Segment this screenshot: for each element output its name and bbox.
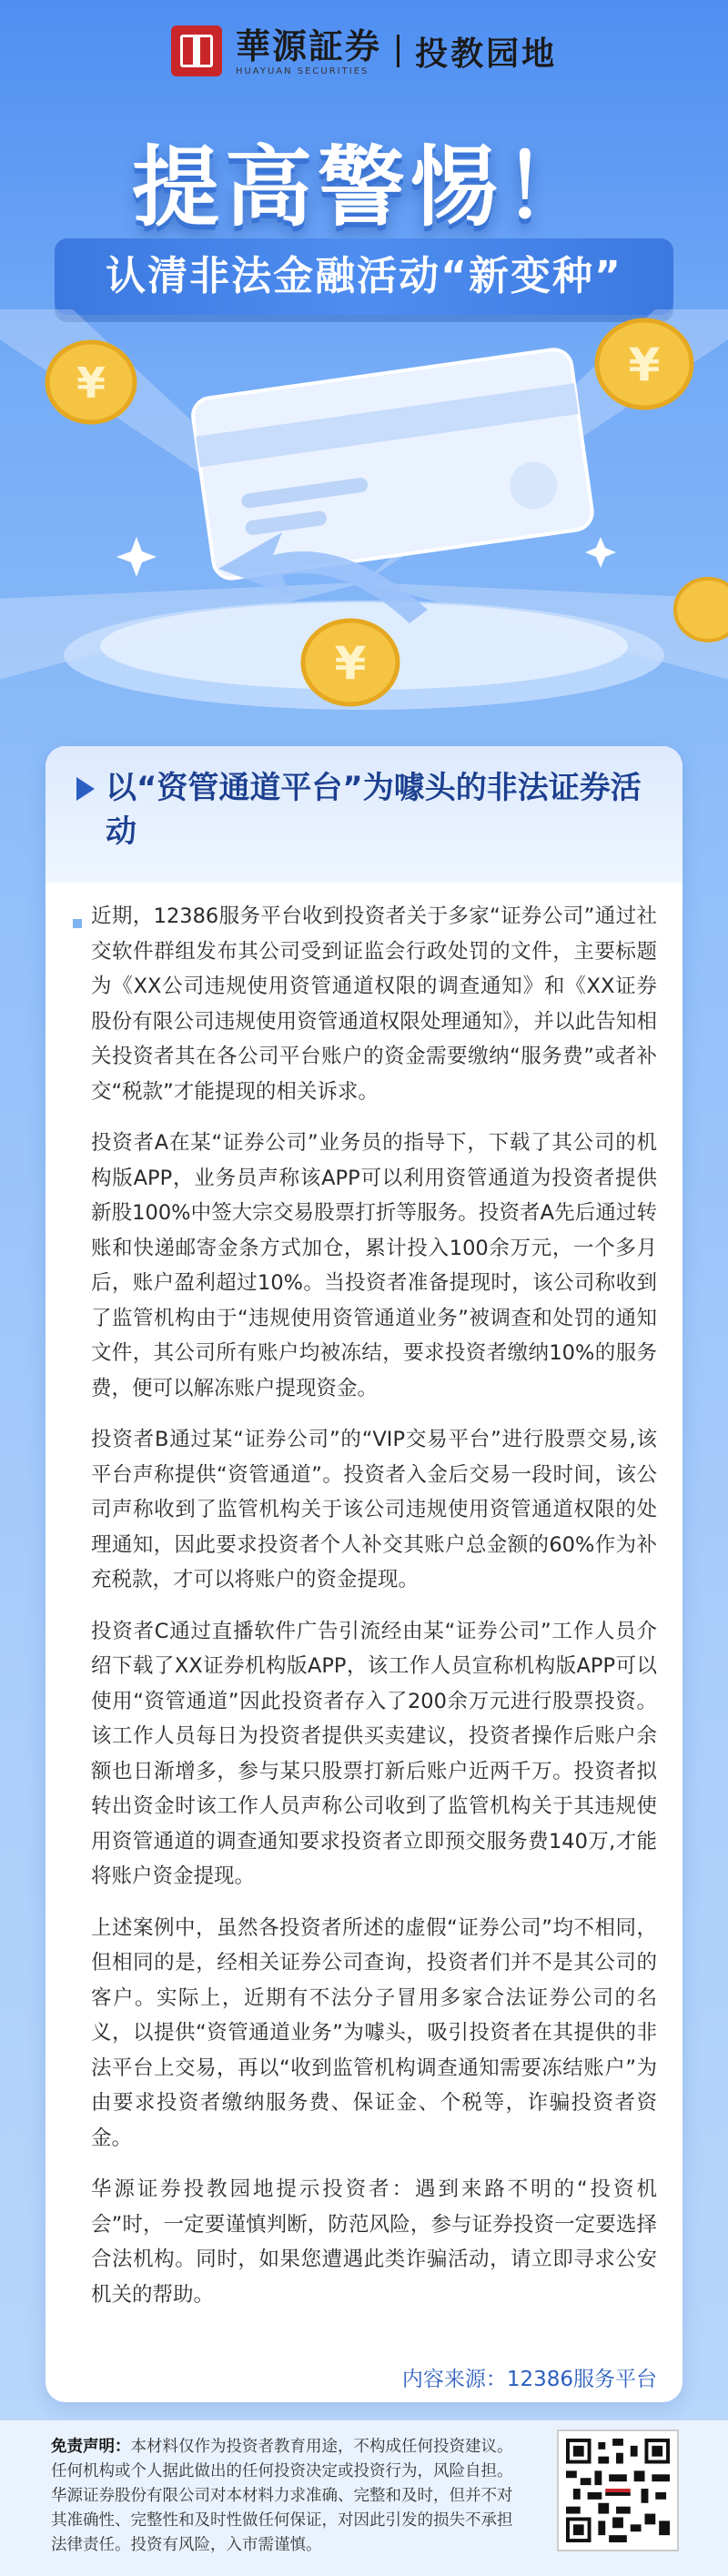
svg-text:¥: ¥ [628,338,661,391]
article-header [46,746,682,884]
qr-code-icon [557,2430,679,2551]
play-triangle-icon [76,777,95,801]
article-paragraph: 近期，12386服务平台收到投资者关于多家“证券公司”通过社交软件群组发布其公司受到证监会行政处罚的文件，主要标题为《XX公司违规使用资管通道权限的调查通知》和《XX证券股份有限公司违规使用资管通道权限处理通知》，并以此告知相关投资者其在各公司平台账户的资金需要缴纳“服务费”或者补交“税款”才能提现的相关诉求。 [91,904,657,1104]
brand-header [0,25,728,89]
article-paragraph: 投资者C通过直播软件广告引流经由某“证券公司”工作人员介绍下载了XX证券机构版APP，该工作人员宣称机构版APP可以使用“资管通道”因此投资者存入了200余万元进行股票投资。该工作人员每日为投资者提供买卖建议，投资者操作后账户余额也日渐增多，参与某只股票打新后账户近两千万。投资者拟转出资金时该工作人员声称公司收到了监管机构关于其违规使用资管通道的调查通知要求投资者立即预交服务费140万,才能将账户资金提现。 [91,1619,657,1888]
article-paragraph: 投资者A在某“证券公司”业务员的指导下，下载了其公司的机构版APP，业务员声称该APP可以利用资管通道为投资者提供新股100%中签大宗交易股票打折等服务。投资者A先后通过转账和快递邮寄金条方式加仓，累计投入100余万元，一个多月后，账户盈利超过10%。当投资者准备提现时，该公司称收到了监管机构由于“违规使用资管通道业务”被调查和处罚的通知文件，其公司所有账户均被冻结，要求投资者缴纳10%的服务费，便可以解冻账户提现资金。 [91,1131,657,1400]
content-source: 内容来源：12386服务平台 [401,2368,657,2391]
article-card [46,746,682,2402]
disclaimer-text: 本材料仅作为投资者教育用途，不构成任何投资建议。任何机构或个人据此做出的任何投资决定或投资行为，风险自担。华源证券股份有限公司对本材料力求准确、完整和及时，但并不对其准确性、完整性和及时性做任何保证，对因此引发的损失不承担法律责任。投资有风险，入市需谨慎。 [51,2438,513,2554]
article-paragraph: 上述案例中，虽然各投资者所述的虚假“证券公司”均不相同，但相同的是，经相关证券公司查询，投资者们并不是其公司的客户。实际上，近期有不法分子冒用多家合法证券公司的名义，以提供“资管通道业务”为噱头，吸引投资者在其提供的非法平台上交易，再以“收到监管机构调查通知需要冻结账户”为由要求投资者缴纳服务费、保证金、个税等，诈骗投资者资金。 [91,1915,657,2150]
disclaimer [51,2435,524,2558]
article-paragraph: 华源证券投教园地提示投资者：遇到来路不明的“投资机会”时，一定要谨慎判断，防范风险，参与证券投资一定要选择合法机构。同时，如果您遭遇此类诈骗活动，请立即寻求公安机关的帮助。 [91,2177,657,2307]
coin-icon [47,342,135,422]
hero-illustration [0,309,728,728]
brand-name-en: HUAYUAN SECURITIES [235,66,369,76]
article-body [71,899,657,2391]
brand-name [236,26,381,76]
coin-icon [675,579,728,641]
sparkle-icon [585,537,616,568]
svg-text:¥: ¥ [334,637,367,690]
hero-subtitle: 认清非法金融活动“新变种” [55,238,673,315]
brand-divider [397,35,399,67]
footer [0,2420,728,2576]
card-icon [191,348,595,581]
coin-icon [303,621,398,704]
logo-icon [171,25,222,76]
qr-code-pattern [566,2439,670,2542]
svg-text:¥: ¥ [76,359,106,408]
coin-icon [597,320,692,408]
brand-name-cn: 華源証券 [235,25,381,66]
article-heading: 以“资管通道平台”为噱头的非法证券活动 [106,770,642,850]
bullet-square-icon [73,919,82,928]
sparkle-icon [116,537,157,577]
article-paragraph: 投资者B通过某“证券公司”的“VIP交易平台”进行股票交易,该平台声称提供“资管通道”。投资者入金后交易一段时间，该公司声称收到了监管机构关于该公司违规使用资管通道权限的处理通知，因此要求投资者个人补交其账户总金额的60%作为补充税款，才可以将账户的资金提现。 [91,1428,657,1591]
hero-title: 提高警惕！ [132,136,596,238]
disclaimer-label: 免责声明： [51,2438,131,2456]
brand-subtitle: 投教园地 [415,34,558,73]
